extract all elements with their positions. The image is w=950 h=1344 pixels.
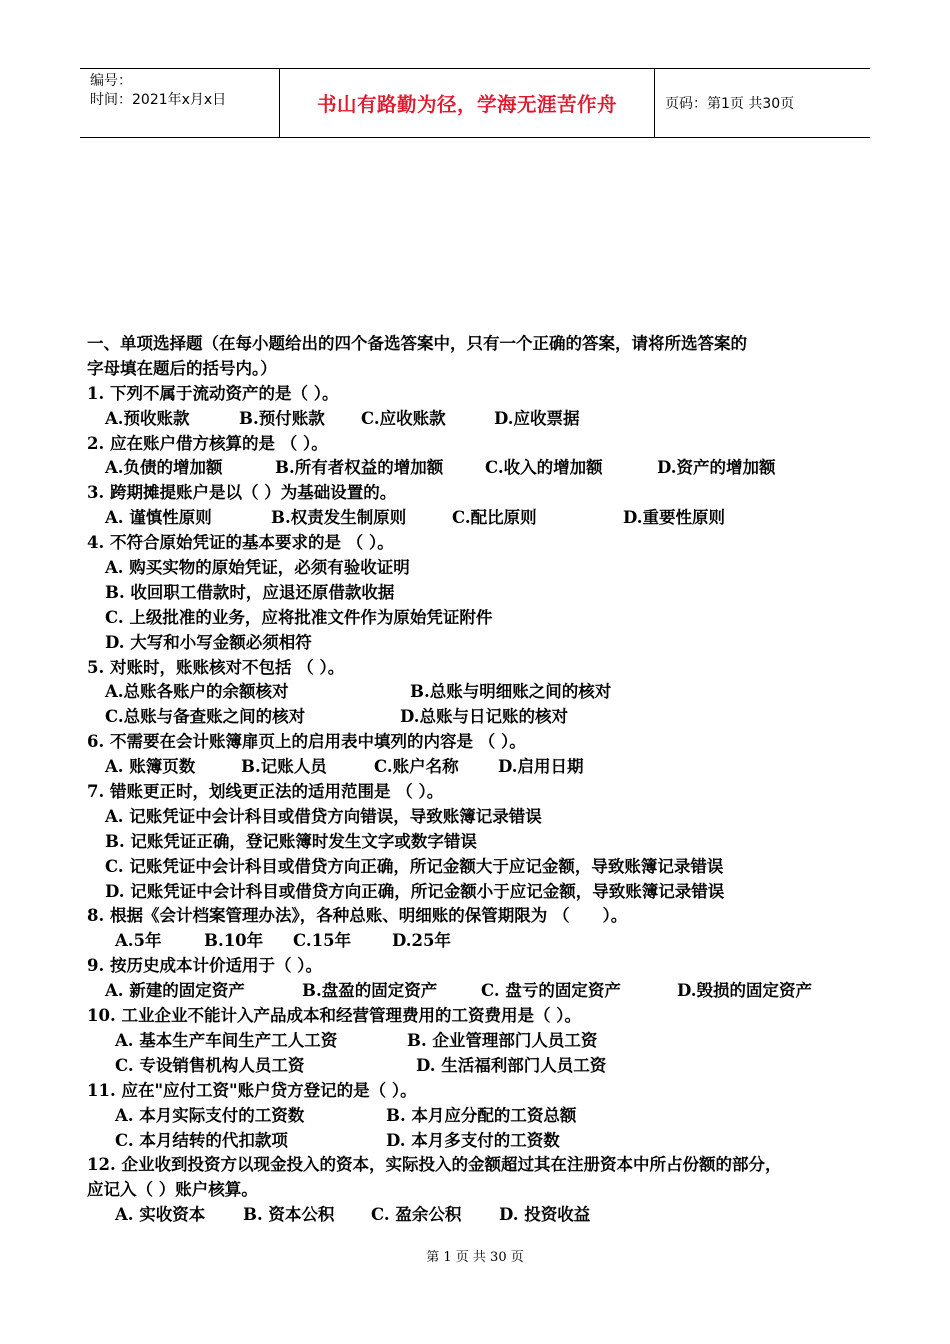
option-d: D. 本月多支付的工资数 [386,1130,560,1150]
question-7: 7. 错账更正时，划线更正法的适用范围是 （ ）。 [87,782,444,802]
question-2-options [87,456,877,481]
question-6-options [87,755,877,780]
option-c: C.账户名称 [374,757,459,777]
option-b: B. 收回职工借款时，应退还原借款收据 [105,582,395,602]
option-a: A. 购买实物的原始凭证，必须有验收证明 [105,558,410,578]
question-5: 5. 对账时，账账核对不包括 （ ）。 [87,657,345,677]
question-3: 3. 跨期摊提账户是以（ ）为基础设置的。 [87,483,397,503]
option-d: D.25年 [392,931,451,951]
option-c: C. 上级批准的业务，应将批准文件作为原始凭证附件 [105,607,493,627]
option-b: B.10年 [204,931,264,951]
document-number-label: 编号： [90,73,132,89]
option-d: D.重要性原则 [623,508,725,528]
option-a: A. 记账凭证中会计科目或借贷方向错误，导致账簿记录错误 [105,806,542,826]
question-10-options-row1 [87,1029,877,1054]
option-c: C. 本月结转的代扣款项 [115,1130,288,1150]
document-time-label: 时间：2021年x月x日 [90,92,227,108]
question-6: 6. 不需要在会计账簿扉页上的启用表中填列的内容是 （ ）。 [87,732,526,752]
option-c: C.收入的增加额 [485,458,603,478]
question-5-options-row2 [87,705,877,730]
question-12-options [87,1203,877,1228]
option-c: C. 盈余公积 [371,1205,462,1225]
question-2: 2. 应在账户借方核算的是 （ ）。 [87,433,328,453]
header-meta [80,69,280,137]
option-b: B. 本月应分配的工资总额 [386,1105,577,1125]
option-b: B. 资本公积 [243,1205,335,1225]
option-d: D. 生活福利部门人员工资 [416,1055,607,1075]
option-d: D.应收票据 [494,408,580,428]
header-page-info: 页码：第1页 共30页 [665,96,795,112]
option-b: B.预付账款 [239,408,325,428]
page-header [80,68,870,138]
option-a: A. 谨慎性原则 [105,508,212,528]
header-motto: 书山有路勤为径，学海无涯苦作舟 [280,69,655,137]
option-a: A.5年 [115,931,162,951]
question-11-options-row2 [87,1129,877,1154]
question-4: 4. 不符合原始凭证的基本要求的是 （ ）。 [87,533,394,553]
exam-content [87,332,877,1228]
option-a: A. 本月实际支付的工资数 [115,1105,305,1125]
question-12-cont: 应记入（ ）账户核算。 [87,1180,258,1200]
question-10-options-row2 [87,1054,877,1079]
option-d: D.启用日期 [498,757,584,777]
question-8-options [87,929,877,954]
option-c: C. 盘亏的固定资产 [481,981,621,1001]
section-title: 一、单项选择题（在每小题给出的四个备选答案中，只有一个正确的答案，请将所选答案的 [87,334,747,353]
option-d: D.资产的增加额 [657,458,776,478]
question-9-options [87,979,877,1004]
option-a: A.总账各账户的余额核对 [105,682,289,702]
option-d: D. 大写和小写金额必须相符 [105,632,312,652]
question-1: 1. 下列不属于流动资产的是（ ）。 [87,383,339,403]
option-c: C. 记账凭证中会计科目或借贷方向正确，所记金额大于应记金额，导致账簿记录错误 [105,856,724,876]
question-8: 8. 根据《会计档案管理办法》，各种总账、明细账的保管期限为 （ ）。 [87,906,628,926]
option-a: A.预收账款 [105,408,190,428]
option-b: B.所有者权益的增加额 [275,458,444,478]
question-5-options-row1 [87,680,877,705]
question-11-options-row1 [87,1104,877,1129]
option-d: D. 投资收益 [499,1205,591,1225]
option-b: B.记账人员 [241,757,327,777]
option-d: D.总账与日记账的核对 [400,707,568,727]
option-b: B.总账与明细账之间的核对 [410,682,612,702]
option-b: B. 企业管理部门人员工资 [407,1030,598,1050]
question-1-options [87,407,877,432]
option-b: B.权责发生制原则 [271,508,407,528]
option-a: A.负债的增加额 [105,458,223,478]
option-b: B.盘盈的固定资产 [302,981,438,1001]
question-11: 11. 应在"应付工资"账户贷方登记的是（ ）。 [87,1080,417,1100]
question-9: 9. 按历史成本计价适用于（ ）。 [87,956,322,976]
page-footer: 第 1 页 共 30 页 [426,1250,524,1265]
option-c: C. 专设销售机构人员工资 [115,1055,305,1075]
option-a: A. 账簿页数 [105,757,196,777]
question-10: 10. 工业企业不能计入产品成本和经营管理费用的工资费用是（ ）。 [87,1006,581,1026]
question-3-options [87,506,877,531]
option-a: A. 基本生产车间生产工人工资 [115,1030,338,1050]
option-d: D. 记账凭证中会计科目或借贷方向正确，所记金额小于应记金额，导致账簿记录错误 [105,881,725,901]
option-c: C.配比原则 [452,508,537,528]
option-d: D.毁损的固定资产 [677,981,812,1001]
question-12: 12. 企业收到投资方以现金投入的资本，实际投入的金额超过其在注册资本中所占份额的部分， [87,1155,782,1175]
option-c: C.应收账款 [361,408,446,428]
option-b: B. 记账凭证正确，登记账簿时发生文字或数字错误 [105,831,477,851]
option-c: C.总账与备查账之间的核对 [105,707,306,727]
option-a: A. 实收资本 [115,1205,206,1225]
section-title-cont: 字母填在题后的括号内。） [87,358,277,378]
option-c: C.15年 [293,931,352,951]
option-a: A. 新建的固定资产 [105,981,245,1001]
